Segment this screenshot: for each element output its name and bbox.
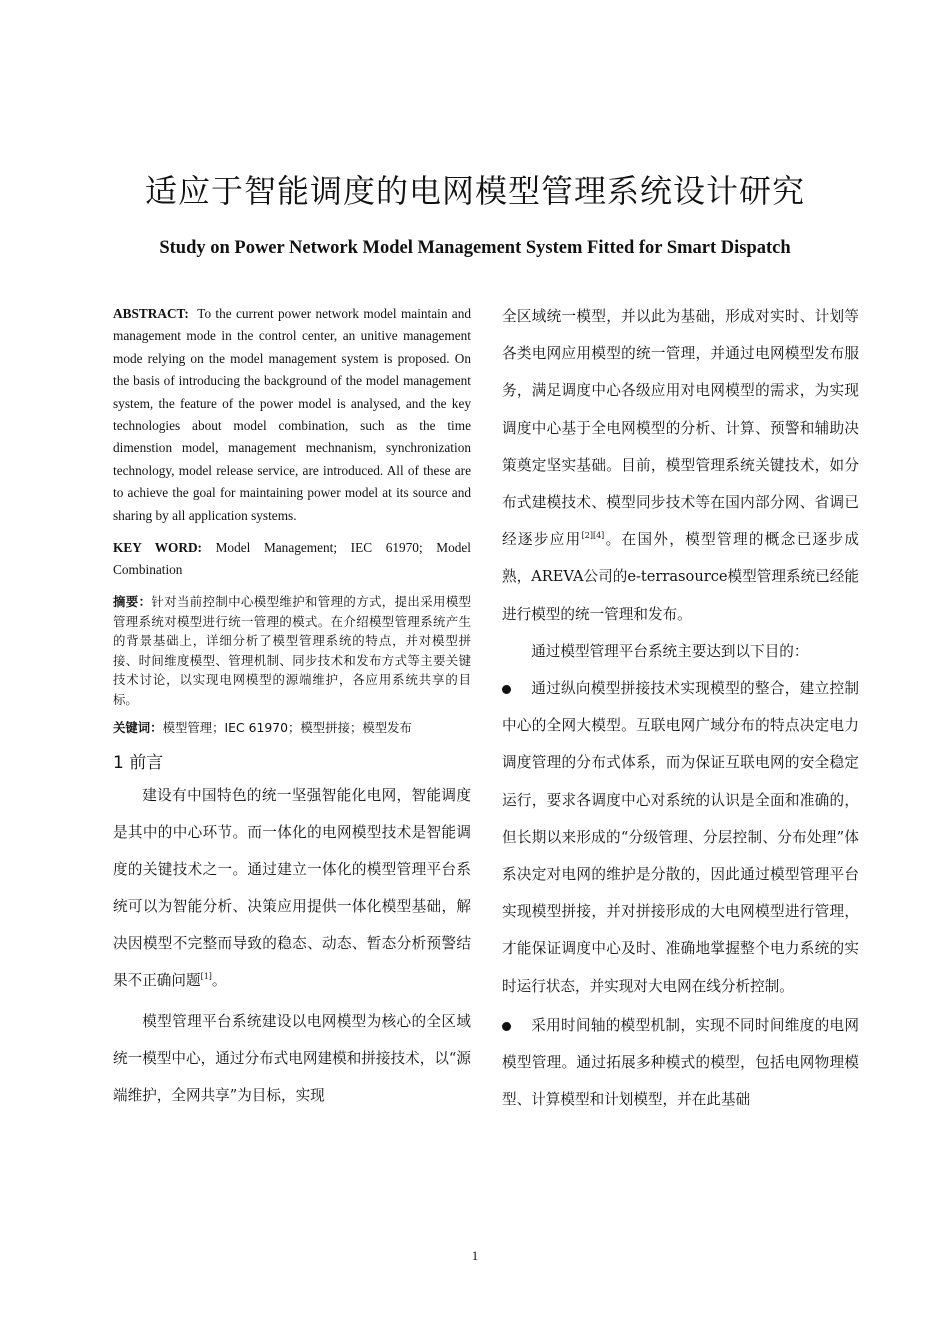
citation-2-4: [2][4] — [581, 531, 605, 541]
abstract-cn-text: 针对当前控制中心模型维护和管理的方式，提出采用模型管理系统对模型进行统一管理的模式。在介绍模型管理系统产生的背景基础上，详细分析了模型管理系统的特点，并对模型拼接、时间维度模型、管理机制、同步技术和发布方式等主要关键技术讨论，以实现电网模型的源端维护，各应用系统共享的目标。 — [113, 594, 472, 708]
abstract-en-label: ABSTRACT: — [113, 306, 189, 321]
abstract-en — [113, 303, 471, 527]
keywords-cn — [113, 718, 471, 738]
abstract-en-text: To the current power network model maintain and management mode in the control center, an unitive management mode relying on the model management system is proposed. On the basis of introducing the background of the model management system, the feature of the power model is analysed, and the key technologies about model combination, such as the time dimenstion model, management mechnanism, synchronization technology, model release service, are introduced. All of these are to achieve the goal for maintaining power model at its source and sharing by all application systems. — [113, 306, 471, 523]
bullet-dot-icon — [502, 685, 511, 694]
keywords-cn-label: 关键词： — [113, 719, 163, 735]
paper-subtitle-en: Study on Power Network Model Management System Fitted for Smart Dispatch — [159, 238, 791, 258]
intro-paragraph-1-end: 。 — [211, 971, 227, 989]
section-heading-introduction: 1 前言 — [113, 752, 164, 773]
keywords-cn-text: 模型管理；IEC 61970；模型拼接；模型发布 — [162, 719, 412, 735]
abstract-cn-label: 摘要： — [113, 594, 152, 610]
keywords-en — [113, 537, 471, 581]
abstract-cn — [113, 592, 471, 710]
bullet-item-time-axis — [502, 1007, 859, 1119]
goals-intro-paragraph: 通过模型管理平台系统主要达到以下目的： — [531, 642, 809, 660]
bullet-item-text: 通过纵向模型拼接技术实现模型的整合，建立控制中心的全网大模型。互联电网广域分布的特点决定电力调度管理的分布式体系，而为保证互联电网的安全稳定运行，要求各调度中心对系统的认识是全面和准确的，但长期以来形成的“分级管理、分层控制、分布处理”体系决定对电网的维护是分散的，因此通过模型管理平台实现模型拼接，并对拼接形成的大电网模型进行管理，才能保证调度中心及时、准确地掌握整个电力系统的实时运行状态，并实现对大电网在线分析控制。 — [502, 680, 859, 995]
keywords-en-text: Model Management; IEC 61970; Model Combination — [113, 540, 471, 578]
citation-1: [1] — [200, 971, 212, 981]
bullet-item-model-combination — [502, 670, 859, 1005]
left-column — [113, 303, 471, 1114]
intro-paragraph-1 — [113, 777, 471, 999]
continued-paragraph — [502, 298, 859, 633]
page-number: 1 — [471, 1248, 479, 1263]
keywords-en-label: KEY WORD: — [113, 540, 202, 556]
paper-title: 适应于智能调度的电网模型管理系统设计研究 — [144, 172, 805, 210]
intro-paragraph-1-text: 建设有中国特色的统一坚强智能化电网，智能调度是其中的中心环节。而一体化的电网模型技术是智能调度的关键技术之一。通过建立一体化的模型管理平台系统可以为智能分析、决策应用提供一体化模型基础，解决因模型不完整而导致的稳态、动态、暂态分析预警结果不正确问题 — [113, 786, 471, 989]
continued-paragraph-text: 全区域统一模型，并以此为基础，形成对实时、计划等各类电网应用模型的统一管理，并通过电网模型发布服务，满足调度中心各级应用对电网模型的需求，为实现调度中心基于全电网模型的分析、计算、预警和辅助决策奠定坚实基础。目前，模型管理系统关键技术，如分布式建模技术、模型同步技术等在国内部分网、省调已经逐步应用 — [502, 308, 859, 549]
right-column — [502, 298, 859, 1118]
bullet-dot-icon — [502, 1022, 511, 1031]
bullet-item-text: 采用时间轴的模型机制，实现不同时间维度的电网模型管理。通过拓展多种模式的模型，包括电网物理模型、计算模型和计划模型，并在此基础 — [502, 1016, 859, 1109]
intro-paragraph-2: 模型管理平台系统建设以电网模型为核心的全区域统一模型中心，通过分布式电网建模和拼接技术，以“源端维护，全网共享”为目标，实现 — [113, 1012, 471, 1104]
continued-paragraph-text-2: 。在国外，模型管理的概念已逐步成熟，AREVA公司的e-terrasource模型管理系统已经能进行模型的统一管理和发布。 — [502, 531, 859, 623]
